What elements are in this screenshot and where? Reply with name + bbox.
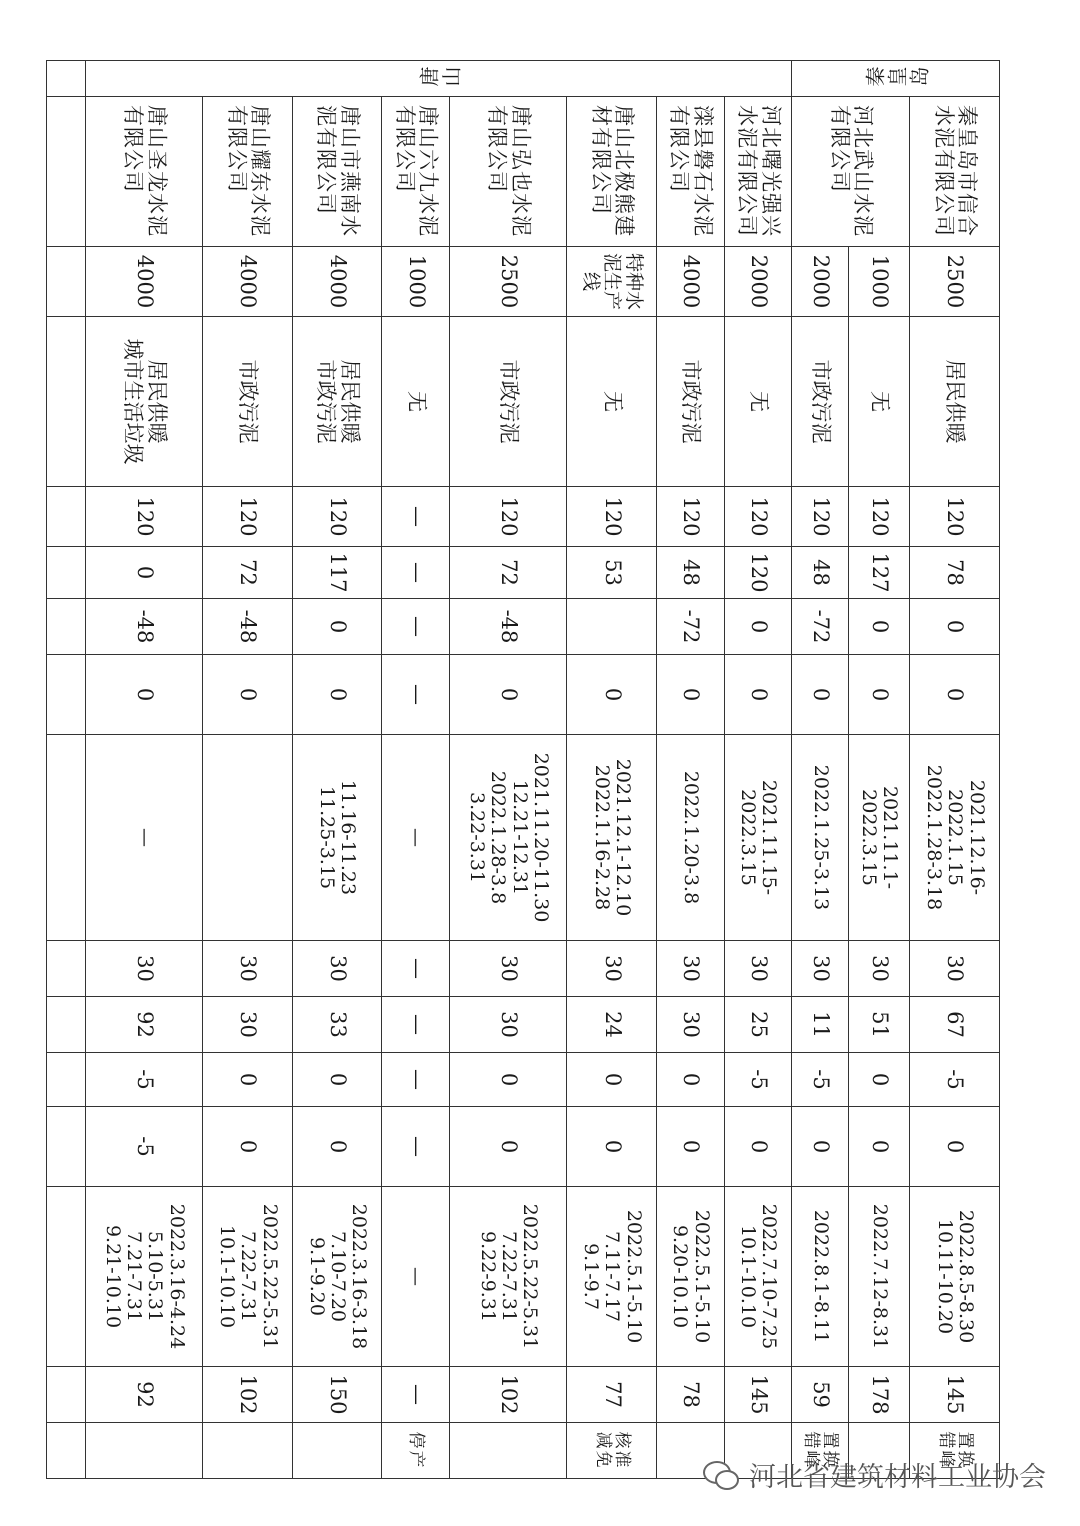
value-c2: 120 — [724, 547, 792, 599]
value-c1: 120 — [910, 487, 1000, 547]
table-row — [910, 61, 1000, 1479]
value-c6: — — [382, 997, 450, 1053]
total-days: 145 — [724, 1367, 792, 1423]
wechat-icon — [703, 1461, 739, 1489]
remark — [203, 1423, 293, 1479]
value-c2: 127 — [848, 547, 910, 599]
company-name: 河北武山水泥有限公司 — [792, 97, 910, 247]
value-c8: 0 — [292, 1107, 382, 1187]
value-c7: -5 — [724, 1053, 792, 1107]
value-c5: 30 — [657, 941, 725, 997]
other-period: 2022.7.12-8.31 — [848, 1187, 910, 1367]
value-c1: 120 — [450, 487, 567, 547]
value-c4: 0 — [567, 655, 657, 735]
value-c7: — — [382, 1053, 450, 1107]
value-c5: 30 — [203, 941, 293, 997]
value-c8: 0 — [848, 1107, 910, 1187]
other-period: 2022.5.1-5.10 7.11-7.17 9.1-9.7 — [567, 1187, 657, 1367]
table-row — [203, 61, 293, 1479]
winter-period: — — [382, 735, 450, 941]
value-c1: 120 — [567, 487, 657, 547]
other-period: 2022.5.22-5.31 7.22-7.31 10.1-10.10 — [203, 1187, 293, 1367]
value-c1: 120 — [292, 487, 382, 547]
value-c5: 30 — [848, 941, 910, 997]
task: 无 — [382, 317, 450, 487]
company-name: 河北曙光强兴水泥有限公司 — [724, 97, 792, 247]
watermark-text: 河北省建筑材料工业协会 — [749, 1462, 1046, 1493]
value-c4: 0 — [450, 655, 567, 735]
empty-cell — [47, 997, 86, 1053]
total-days: 92 — [86, 1367, 203, 1423]
other-period: 2022.5.22-5.31 7.22-7.31 9.22-9.31 — [450, 1187, 567, 1367]
table-row — [792, 61, 848, 1479]
winter-period: 2022.1.20-3.8 — [657, 735, 725, 941]
value-c8: 0 — [657, 1107, 725, 1187]
table-row-blank — [47, 61, 86, 1479]
value-c6: 11 — [792, 997, 848, 1053]
other-period: 2022.8.5-8.30 10.11-10.20 — [910, 1187, 1000, 1367]
value-c7: 0 — [848, 1053, 910, 1107]
value-c3: -72 — [657, 599, 725, 655]
value-c8: 0 — [567, 1107, 657, 1187]
empty-cell — [47, 1053, 86, 1107]
value-c4: — — [382, 655, 450, 735]
region-cell — [792, 61, 1000, 97]
task: 无 — [848, 317, 910, 487]
winter-period: — — [86, 735, 203, 941]
value-c4: 0 — [86, 655, 203, 735]
value-c3: -48 — [203, 599, 293, 655]
region-label: 唐山 — [418, 66, 463, 91]
other-period: 2022.7.10-7.25 10.1-10.10 — [724, 1187, 792, 1367]
table-row — [848, 61, 910, 1479]
value-c6: 51 — [848, 997, 910, 1053]
capacity: 特种水泥生产线 — [567, 247, 657, 317]
company-name: 唐山耀东水泥有限公司 — [203, 97, 293, 247]
value-c1: 120 — [848, 487, 910, 547]
region-cell — [86, 61, 793, 97]
total-days: 102 — [203, 1367, 293, 1423]
empty-cell — [47, 61, 86, 97]
total-days: 77 — [567, 1367, 657, 1423]
value-c2: 53 — [567, 547, 657, 599]
task: 居民供暖 城市生活垃圾 — [86, 317, 203, 487]
value-c3 — [567, 599, 657, 655]
total-days: 145 — [910, 1367, 1000, 1423]
value-c3: -48 — [86, 599, 203, 655]
capacity: 4000 — [203, 247, 293, 317]
winter-period: 2021.12.1-12.10 2022.1.16-2.28 — [567, 735, 657, 941]
task: 市政污泥 — [203, 317, 293, 487]
winter-period — [203, 735, 293, 941]
capacity: 4000 — [86, 247, 203, 317]
value-c7: 0 — [450, 1053, 567, 1107]
total-days: 78 — [657, 1367, 725, 1423]
winter-period: 2021.11.20-11.30 12.21-12.31 2022.1.28-3.8 3.22-3.31 — [450, 735, 567, 941]
winter-period: 2021.11.1-2022.3.15 — [848, 735, 910, 941]
value-c2: 48 — [792, 547, 848, 599]
value-c4: 0 — [792, 655, 848, 735]
capacity: 2000 — [792, 247, 848, 317]
value-c6: 30 — [203, 997, 293, 1053]
empty-cell — [47, 1367, 86, 1423]
watermark — [703, 1455, 1046, 1494]
total-days: 59 — [792, 1367, 848, 1423]
value-c4: 0 — [657, 655, 725, 735]
total-days: — — [382, 1367, 450, 1423]
winter-period: 2021.12.16-2022.1.15 2022.1.28-3.18 — [910, 735, 1000, 941]
value-c5: 30 — [450, 941, 567, 997]
company-name: 秦皇岛市信合水泥有限公司 — [910, 97, 1000, 247]
task: 市政污泥 — [450, 317, 567, 487]
value-c3: — — [382, 599, 450, 655]
other-period: 2022.3.16-3.18 7.10-7.20 9.1-9.20 — [292, 1187, 382, 1367]
value-c2: 78 — [910, 547, 1000, 599]
value-c5: 30 — [86, 941, 203, 997]
empty-cell — [47, 317, 86, 487]
table-row — [450, 61, 567, 1479]
empty-cell — [47, 655, 86, 735]
empty-cell — [47, 735, 86, 941]
capacity: 2500 — [910, 247, 1000, 317]
value-c5: 30 — [910, 941, 1000, 997]
empty-cell — [47, 487, 86, 547]
value-c2: 48 — [657, 547, 725, 599]
task: 无 — [724, 317, 792, 487]
value-c8: 0 — [910, 1107, 1000, 1187]
table-row — [86, 61, 203, 1479]
empty-cell — [47, 1107, 86, 1187]
empty-cell — [47, 941, 86, 997]
remark — [450, 1423, 567, 1479]
value-c3: 0 — [910, 599, 1000, 655]
empty-cell — [47, 599, 86, 655]
table-row — [382, 61, 450, 1479]
value-c8: 0 — [724, 1107, 792, 1187]
company-name: 滦县磐石水泥有限公司 — [657, 97, 725, 247]
table-row — [292, 61, 382, 1479]
table-row — [724, 61, 792, 1479]
value-c4: 0 — [910, 655, 1000, 735]
value-c1: 120 — [657, 487, 725, 547]
value-c2: 72 — [450, 547, 567, 599]
value-c3: 0 — [292, 599, 382, 655]
value-c1: 120 — [203, 487, 293, 547]
value-c3: -48 — [450, 599, 567, 655]
task: 居民供暖 — [910, 317, 1000, 487]
value-c2: 0 — [86, 547, 203, 599]
empty-cell — [47, 247, 86, 317]
region-label: 秦皇岛 — [864, 66, 931, 91]
winter-period: 2021.11.15-2022.3.15 — [724, 735, 792, 941]
company-name: 唐山市燕南水泥有限公司 — [292, 97, 382, 247]
value-c7: 0 — [292, 1053, 382, 1107]
value-c7: -5 — [910, 1053, 1000, 1107]
remark — [292, 1423, 382, 1479]
company-name: 唐山圣龙水泥有限公司 — [86, 97, 203, 247]
table-row — [567, 61, 657, 1479]
winter-period: 2022.1.25-3.13 — [792, 735, 848, 941]
value-c4: 0 — [848, 655, 910, 735]
value-c5: 30 — [292, 941, 382, 997]
other-period: 2022.5.1-5.10 9.20-10.10 — [657, 1187, 725, 1367]
company-name: 唐山六九水泥有限公司 — [382, 97, 450, 247]
value-c5: 30 — [567, 941, 657, 997]
company-name: 唐山北极熊建材有限公司 — [567, 97, 657, 247]
value-c7: -5 — [86, 1053, 203, 1107]
value-c4: 0 — [203, 655, 293, 735]
empty-cell — [47, 97, 86, 247]
value-c6: 30 — [450, 997, 567, 1053]
value-c3: 0 — [848, 599, 910, 655]
value-c3: 0 — [724, 599, 792, 655]
value-c7: 0 — [567, 1053, 657, 1107]
capacity: 4000 — [657, 247, 725, 317]
company-name: 唐山弘也水泥有限公司 — [450, 97, 567, 247]
empty-cell — [47, 547, 86, 599]
task: 居民供暖 市政污泥 — [292, 317, 382, 487]
task: 市政污泥 — [657, 317, 725, 487]
value-c1: — — [382, 487, 450, 547]
value-c3: -72 — [792, 599, 848, 655]
value-c5: 30 — [792, 941, 848, 997]
remark: 置换 错峰 — [792, 1423, 848, 1479]
value-c8: — — [382, 1107, 450, 1187]
empty-cell — [47, 1187, 86, 1367]
value-c6: 33 — [292, 997, 382, 1053]
value-c7: -5 — [792, 1053, 848, 1107]
value-c8: -5 — [86, 1107, 203, 1187]
total-days: 178 — [848, 1367, 910, 1423]
remark: 核准 减免 — [567, 1423, 657, 1479]
table-row — [657, 61, 725, 1479]
remark: 置换 错峰 — [910, 1423, 1000, 1479]
other-period: 2022.3.16-4.24 5.10-5.31 7.21-7.31 9.21-10.10 — [86, 1187, 203, 1367]
value-c8: 0 — [450, 1107, 567, 1187]
value-c2: 117 — [292, 547, 382, 599]
value-c6: 30 — [657, 997, 725, 1053]
remark — [86, 1423, 203, 1479]
winter-period: 11.16-11.23 11.25-3.15 — [292, 735, 382, 941]
value-c1: 120 — [724, 487, 792, 547]
task: 无 — [567, 317, 657, 487]
other-period: — — [382, 1187, 450, 1367]
value-c7: 0 — [203, 1053, 293, 1107]
value-c6: 67 — [910, 997, 1000, 1053]
value-c6: 92 — [86, 997, 203, 1053]
other-period: 2022.8.1-8.11 — [792, 1187, 848, 1367]
value-c5: — — [382, 941, 450, 997]
value-c6: 24 — [567, 997, 657, 1053]
value-c2: — — [382, 547, 450, 599]
capacity: 4000 — [292, 247, 382, 317]
total-days: 150 — [292, 1367, 382, 1423]
capacity: 2500 — [450, 247, 567, 317]
value-c1: 120 — [86, 487, 203, 547]
empty-cell — [47, 1423, 86, 1479]
value-c6: 25 — [724, 997, 792, 1053]
capacity: 2000 — [724, 247, 792, 317]
value-c5: 30 — [724, 941, 792, 997]
capacity: 1000 — [848, 247, 910, 317]
remark: 停产 — [382, 1423, 450, 1479]
production-schedule-table — [46, 60, 1000, 1479]
task: 市政污泥 — [792, 317, 848, 487]
value-c8: 0 — [792, 1107, 848, 1187]
capacity: 1000 — [382, 247, 450, 317]
total-days: 102 — [450, 1367, 567, 1423]
value-c7: 0 — [657, 1053, 725, 1107]
value-c4: 0 — [292, 655, 382, 735]
value-c2: 72 — [203, 547, 293, 599]
value-c4: 0 — [724, 655, 792, 735]
value-c8: 0 — [203, 1107, 293, 1187]
value-c1: 120 — [792, 487, 848, 547]
